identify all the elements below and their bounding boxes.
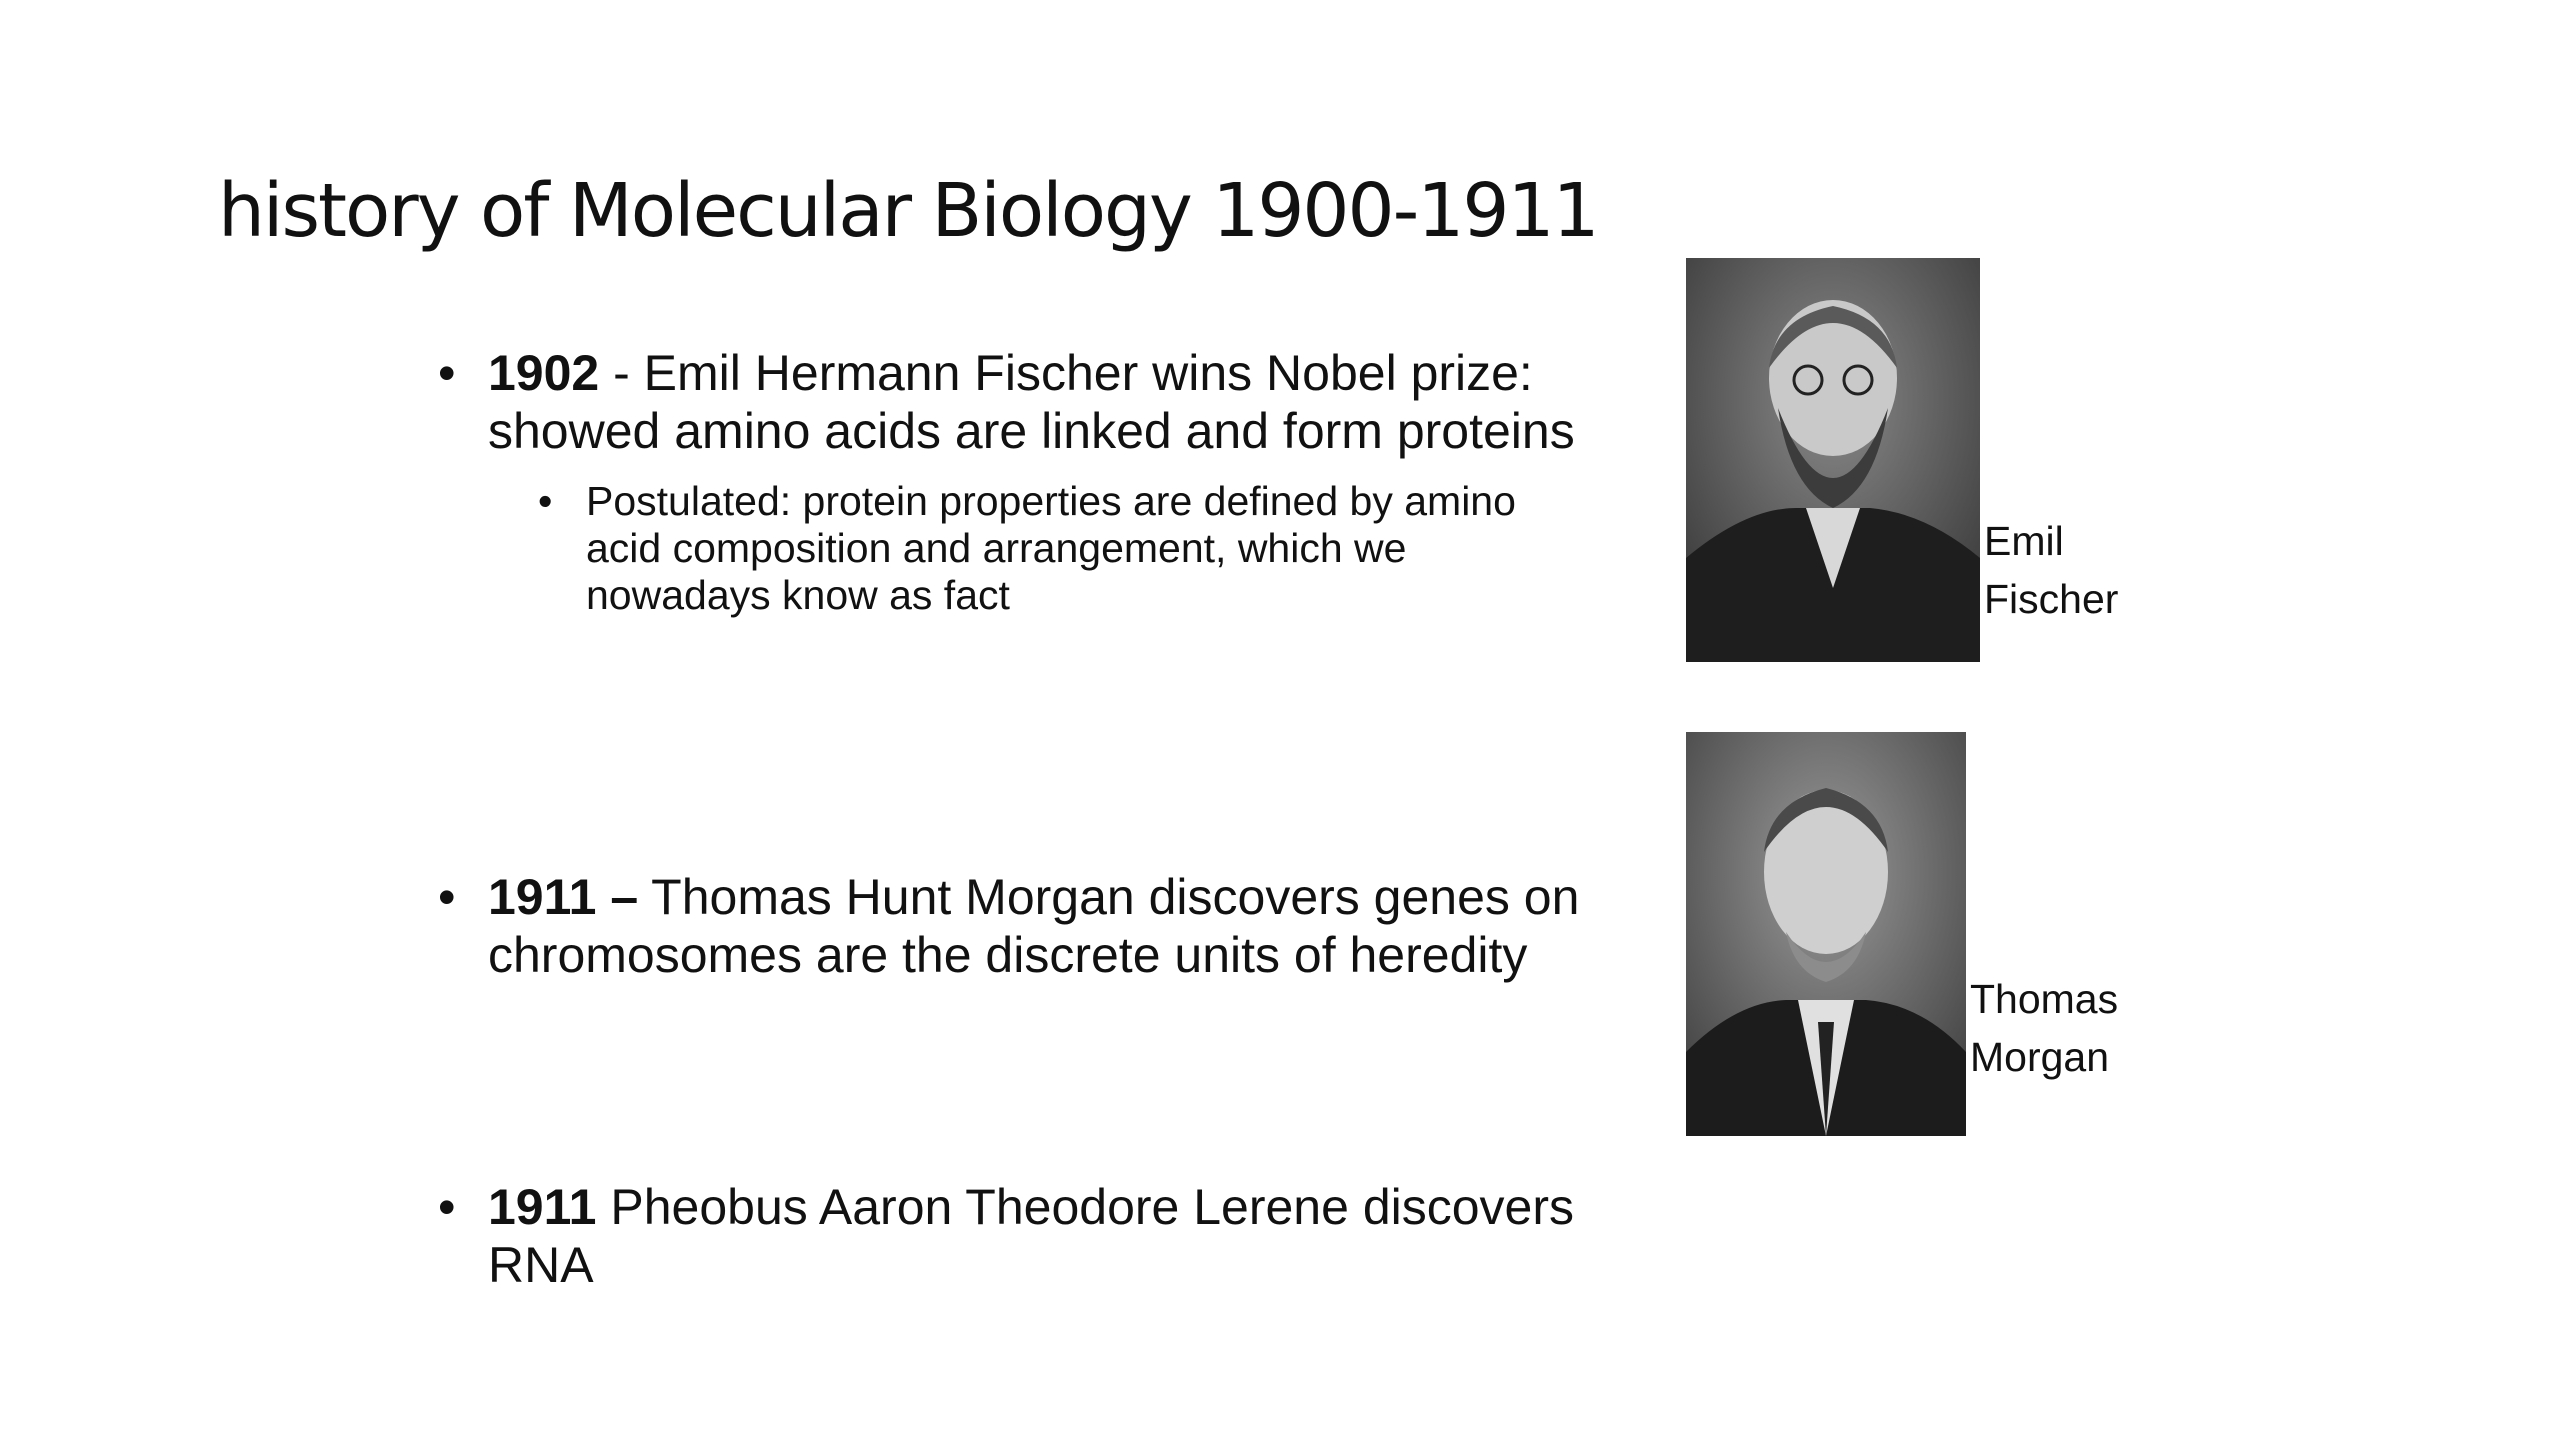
photo-caption-morgan (1970, 970, 2118, 1086)
sub-bullet-text: Postulated: protein properties are defined by amino acid composition and arrangement, which we nowadays know as fact (586, 478, 1516, 618)
caption-line: Thomas (1970, 976, 2119, 1022)
bullet-year: 1911 (488, 1179, 597, 1235)
bullet-1902 (438, 344, 1638, 619)
bullet-row (438, 1178, 1678, 1294)
photo-caption-fischer (1984, 512, 2118, 628)
portrait-photo-icon (1686, 732, 1966, 1136)
portrait-photo-icon (1686, 258, 1980, 662)
bullet-dot: • (438, 869, 456, 925)
bullet-1911-rna (438, 1178, 1678, 1294)
bullet-dot: • (438, 345, 456, 401)
sub-bullet-row (538, 478, 1586, 619)
caption-line: Emil (1984, 518, 2064, 564)
bullet-text: - Emil Hermann Fischer wins Nobel prize: showed amino acids are linked and form proteins (488, 345, 1575, 459)
slide-title: history of Molecular Biology 1900-1911 (218, 168, 1598, 254)
bullet-1911-morgan (438, 868, 1678, 984)
bullet-row (438, 868, 1678, 984)
caption-line: Morgan (1970, 1034, 2110, 1080)
bullet-text: Pheobus Aaron Theodore Lerene discovers RNA (488, 1179, 1574, 1293)
bullet-row (438, 344, 1638, 460)
sub-bullet-dot: • (538, 478, 553, 524)
portrait-photo-icon (1686, 258, 1980, 662)
bullet-year: 1902 (488, 345, 600, 401)
bullet-year: 1911 – (488, 869, 639, 925)
bullet-dot: • (438, 1179, 456, 1235)
bullet-text: Thomas Hunt Morgan discovers genes on chromosomes are the discrete units of heredity (488, 869, 1580, 983)
caption-line: Fischer (1984, 576, 2119, 622)
portrait-photo-icon (1686, 732, 1966, 1136)
